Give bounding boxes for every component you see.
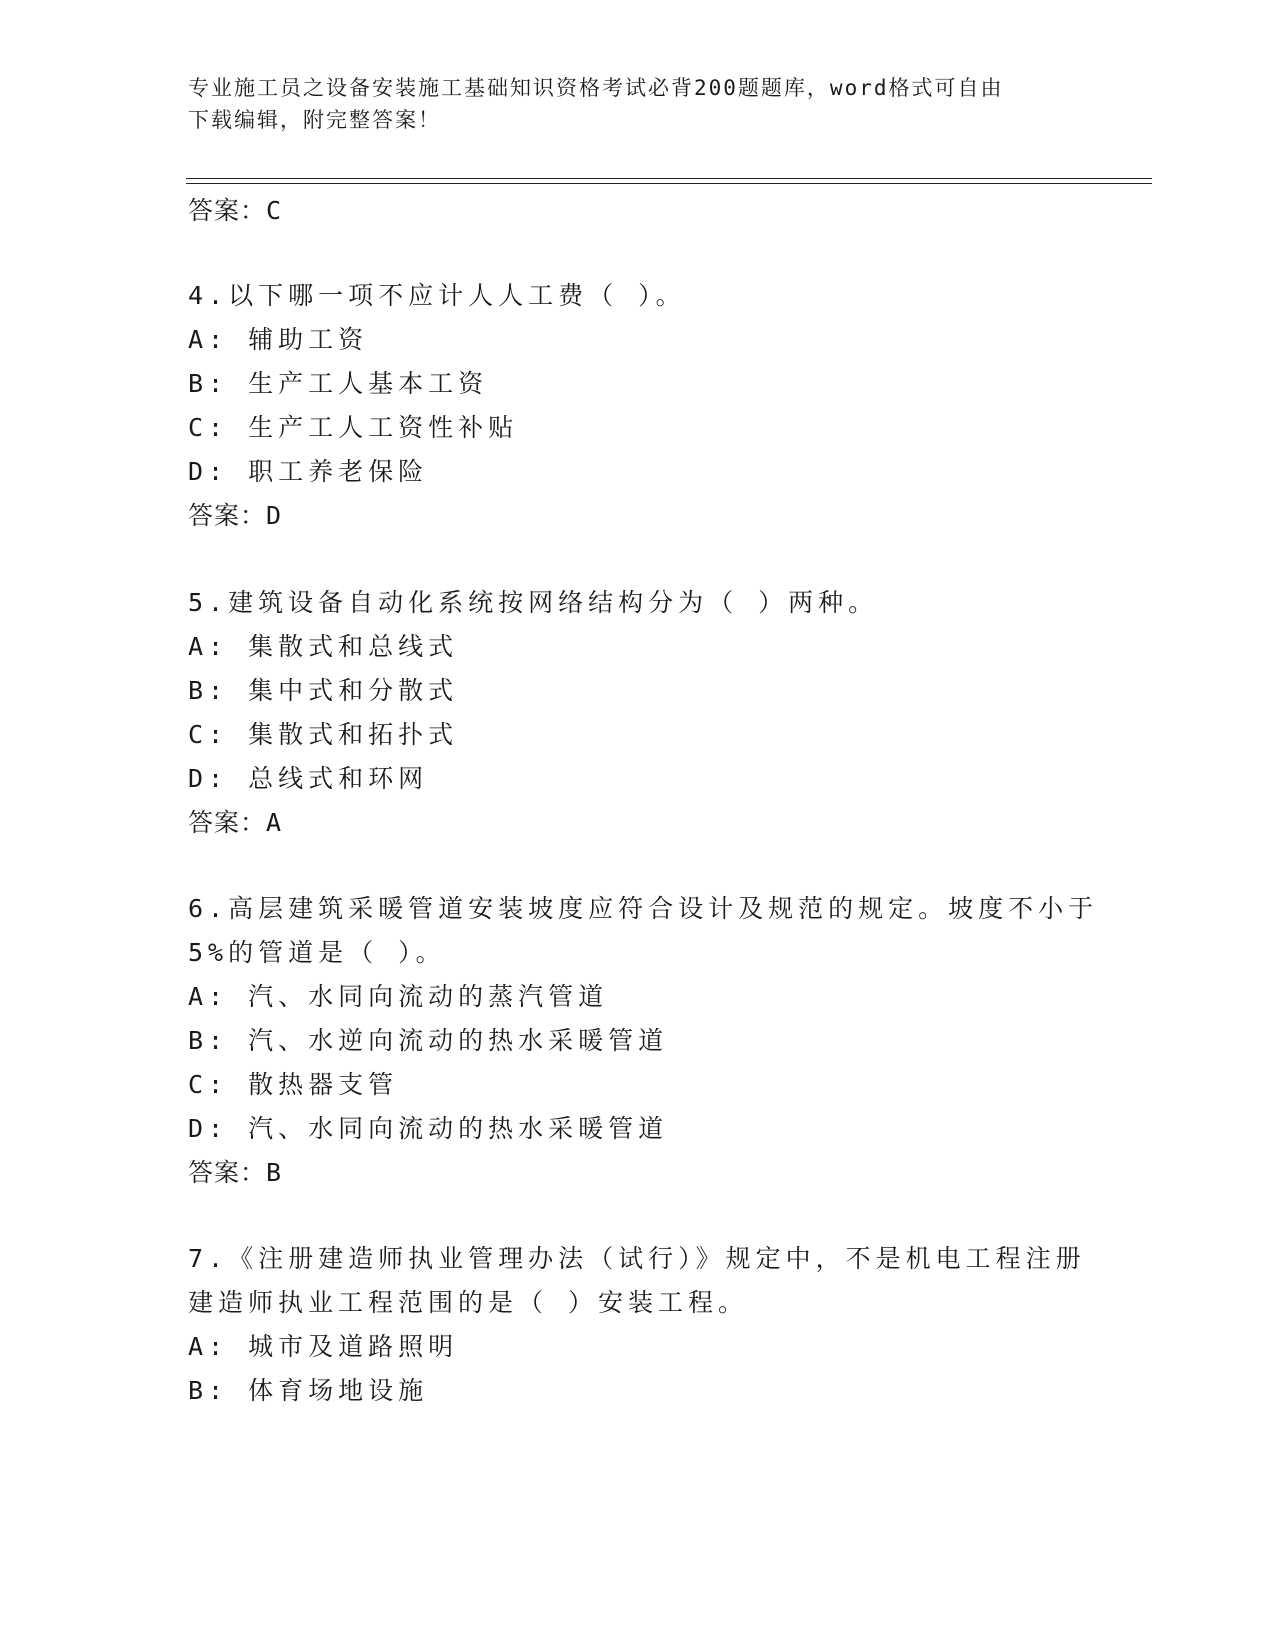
question-5-option-c: C: 集散式和拓扑式	[188, 720, 459, 749]
question-6-answer: 答案：B	[188, 1158, 283, 1187]
question-5-option-d: D: 总线式和环网	[188, 764, 429, 793]
question-4-option-a: A: 辅助工资	[188, 325, 369, 354]
header-divider-top	[186, 178, 1152, 179]
question-4-option-d: D: 职工养老保险	[188, 457, 429, 486]
question-6-option-b: B: 汽、水逆向流动的热水采暖管道	[188, 1026, 669, 1055]
question-6-stem-line-2: 5%的管道是（ ）。	[188, 938, 446, 967]
header-line-2: 下载编辑，附完整答案！	[188, 108, 441, 132]
question-7-stem-line-1: 7.《注册建造师执业管理办法（试行）》规定中，不是机电工程注册	[188, 1244, 1086, 1273]
question-5-option-a: A: 集散式和总线式	[188, 632, 459, 661]
question-5-answer: 答案：A	[188, 808, 283, 837]
question-6-option-a: A: 汽、水同向流动的蒸汽管道	[188, 982, 609, 1011]
question-6-option-c: C: 散热器支管	[188, 1070, 399, 1099]
question-4-option-b: B: 生产工人基本工资	[188, 369, 489, 398]
question-6-option-d: D: 汽、水同向流动的热水采暖管道	[188, 1114, 669, 1143]
question-7-option-b: B: 体育场地设施	[188, 1376, 429, 1405]
header-divider-bottom	[186, 183, 1152, 184]
question-4-answer: 答案：D	[188, 501, 283, 530]
question-5-stem: 5.建筑设备自动化系统按网络结构分为（ ）两种。	[188, 588, 879, 617]
question-5-option-b: B: 集中式和分散式	[188, 676, 459, 705]
question-6-stem-line-1: 6.高层建筑采暖管道安装坡度应符合设计及规范的规定。坡度不小于	[188, 894, 1099, 923]
header-line-1: 专业施工员之设备安装施工基础知识资格考试必背200题题库，word格式可自由	[188, 76, 1004, 100]
question-7-stem-line-2: 建造师执业工程范围的是（ ）安装工程。	[188, 1288, 749, 1317]
question-4-stem: 4.以下哪一项不应计人人工费（ ）。	[188, 281, 686, 310]
question-7-option-a: A: 城市及道路照明	[188, 1332, 459, 1361]
document-header	[188, 72, 1068, 136]
answer-line: 答案：C	[188, 196, 283, 225]
question-4-option-c: C: 生产工人工资性补贴	[188, 413, 519, 442]
